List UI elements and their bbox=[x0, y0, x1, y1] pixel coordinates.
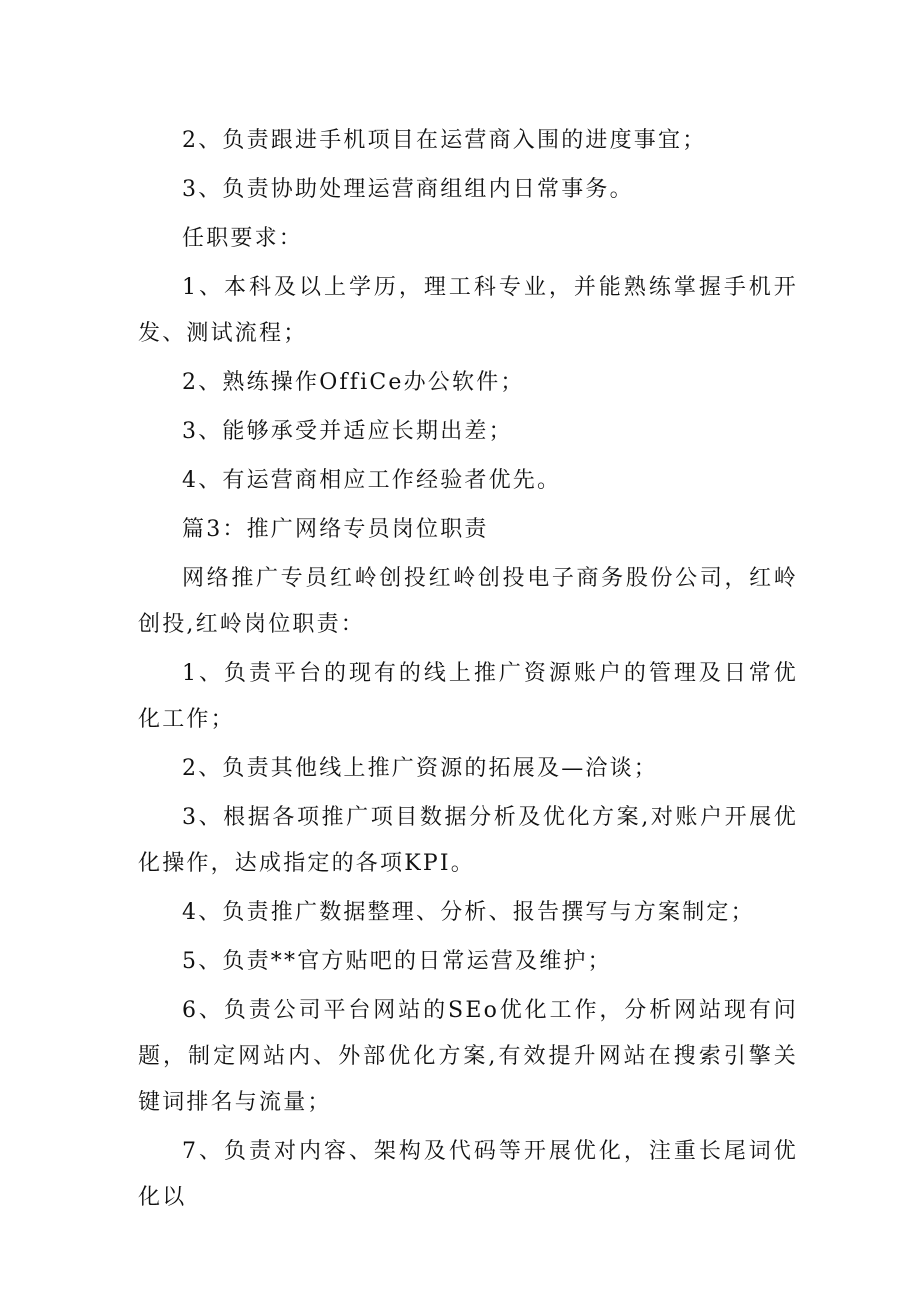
paragraph-intro: 网络推广专员红岭创投红岭创投电子商务股份公司，红岭创投,红岭岗位职责： bbox=[138, 566, 798, 637]
paragraph-requirement-3: 3、能够承受并适应长期出差； bbox=[182, 419, 513, 444]
paragraph-responsibility-2: 2、负责其他线上推广资源的拓展及—洽谈； bbox=[182, 756, 658, 781]
section-heading-requirements: 任职要求： bbox=[182, 226, 304, 251]
paragraph-responsibility-5: 5、负责**官方贴吧的日常运营及维护； bbox=[182, 949, 612, 974]
paragraph-requirement-1: 1、本科及以上学历，理工科专业，并能熟练掌握手机开发、测试流程； bbox=[138, 275, 798, 346]
paragraph-responsibility-6: 6、负责公司平台网站的SEo优化工作，分析网站现有问题，制定网站内、外部优化方案,有效提升网站在搜索引擎关键词排名与流量； bbox=[138, 998, 798, 1115]
paragraph-responsibility-4: 4、负责推广数据整理、分析、报告撰写与方案制定； bbox=[182, 900, 755, 925]
paragraph-responsibility-1: 1、负责平台的现有的线上推广资源账户的管理及日常优化工作； bbox=[138, 661, 798, 732]
paragraph-duty-3: 3、负责协助处理运营商组组内日常事务。 bbox=[182, 177, 634, 202]
chapter-heading: 篇3：推广网络专员岗位职责 bbox=[182, 517, 489, 542]
paragraph-duty-2: 2、负责跟进手机项目在运营商入围的进度事宜； bbox=[182, 128, 707, 153]
paragraph-requirement-4: 4、有运营商相应工作经验者优先。 bbox=[182, 468, 562, 493]
paragraph-responsibility-3: 3、根据各项推广项目数据分析及优化方案,对账户开展优化操作，达成指定的各项KPI。 bbox=[138, 805, 798, 876]
paragraph-responsibility-7: 7、负责对内容、架构及代码等开展优化，注重长尾词优化以 bbox=[138, 1139, 798, 1210]
document-body bbox=[138, 118, 798, 1224]
paragraph-requirement-2: 2、熟练操作OffiCe办公软件； bbox=[182, 370, 525, 395]
